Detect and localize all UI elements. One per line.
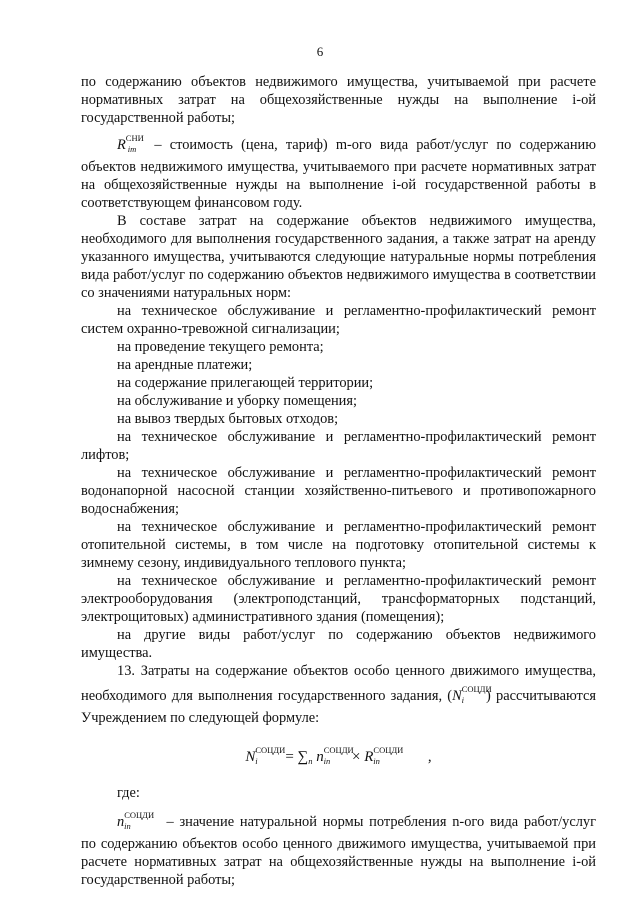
list-item: на техническое обслуживание и регламентно-профилактический ремонт лифтов; — [81, 429, 596, 463]
paragraph-continuation: по содержанию объектов недвижимого имущества, учитываемой при расчете нормативных затрат на общехозяйственные нужды на выполнение i-ой государственной работы; — [81, 74, 596, 126]
page-number: 6 — [316, 44, 324, 59]
paragraph-13-text-b: ) рассчитываются Учреждением по следующей формуле: — [81, 688, 596, 726]
formula-times: × — [348, 749, 365, 765]
definition-n-text: – значение натуральной нормы потребления n-ого вида работ/услуг по содержанию объектов особо ценного движимого имущества, учитываемой при расчете нормативных затрат на общехозяйственные нужды на выполнение i-ой государственной работы; — [81, 814, 596, 888]
formula-lhs-sup: СОЦДИ — [255, 745, 286, 755]
list-item: на техническое обслуживание и регламентно-профилактический ремонт систем охранно-тревожной сигнализации; — [81, 303, 596, 337]
list-item: на арендные платежи; — [117, 357, 253, 373]
symbol-N-superscript: СОЦДИ — [461, 684, 492, 694]
symbol-n-subscript: in — [124, 821, 131, 831]
list-item: на техническое обслуживание и регламентно-профилактический ремонт водонапорной насосной станции хозяйственно-питьевого и противопожарного водоснабжения; — [81, 465, 596, 517]
symbol-n-superscript: СОЦДИ — [124, 810, 155, 820]
symbol-N: N — [452, 688, 462, 704]
list-item: на содержание прилегающей территории; — [117, 375, 374, 391]
definition-R-text: – стоимость (цена, тариф) m-ого вида работ/услуг по содержанию объектов недвижимого имущества, учитываемого при расчете нормативных затрат на общехозяйственные нужды на выполнение i-ой государственной работы в соответствующем финансовом году. — [81, 137, 596, 211]
definition-R — [81, 129, 596, 212]
symbol-R-subscript: im — [127, 144, 137, 154]
symbol-R-superscript: СНИ — [125, 133, 144, 143]
formula-r-sub: in — [373, 756, 380, 766]
paragraph-13 — [81, 662, 596, 727]
formula-n: n — [316, 749, 324, 765]
formula-lhs-sub: i — [255, 756, 258, 766]
where-label: где: — [117, 785, 140, 801]
list-item: на другие виды работ/услуг по содержанию объектов недвижимого имущества. — [81, 627, 596, 661]
paragraph-13-text-a: 13. Затраты на содержание объектов особо ценного движимого имущества, необходимого для выполнения государственного задания, ( — [81, 663, 596, 704]
formula-sum-sub: n — [308, 756, 313, 766]
symbol-n: n — [117, 814, 125, 830]
document-body — [81, 73, 596, 889]
list-item: на обслуживание и уборку помещения; — [117, 393, 358, 409]
definition-n — [81, 806, 596, 889]
list-item: на вывоз твердых бытовых отходов; — [117, 411, 339, 427]
list-item: на техническое обслуживание и регламентно-профилактический ремонт электрооборудования (электроподстанций, трансформаторных подстанций, электрощитовых) административного здания (помещения); — [81, 573, 596, 625]
symbol-R: R — [117, 137, 126, 153]
formula-n-sub: in — [323, 756, 331, 766]
formula-comma: , — [427, 749, 432, 765]
paragraph-norms-intro: В составе затрат на содержание объектов недвижимого имущества, необходимого для выполнения государственного задания, а также затрат на аренду указанного имущества, учитываются следующие натуральные нормы потребления вида работ/услуг по содержанию объектов недвижимого имущества в соответствии со значениями натуральных норм: — [81, 213, 596, 301]
symbol-N-subscript: i — [461, 695, 464, 705]
formula-r: R — [364, 749, 374, 765]
list-item: на техническое обслуживание и регламентно-профилактический ремонт отопительной системы, в том числе на подготовку отопительной системы к зимнему сезону, индивидуального теплового пункта; — [81, 519, 596, 571]
formula-n-sup: СОЦДИ — [323, 745, 354, 755]
formula — [81, 741, 596, 770]
formula-r-sup: СОЦДИ — [373, 745, 404, 755]
formula-sum: = ∑ — [281, 749, 309, 765]
formula-lhs: N — [245, 749, 256, 765]
list-item: на проведение текущего ремонта; — [117, 339, 324, 355]
